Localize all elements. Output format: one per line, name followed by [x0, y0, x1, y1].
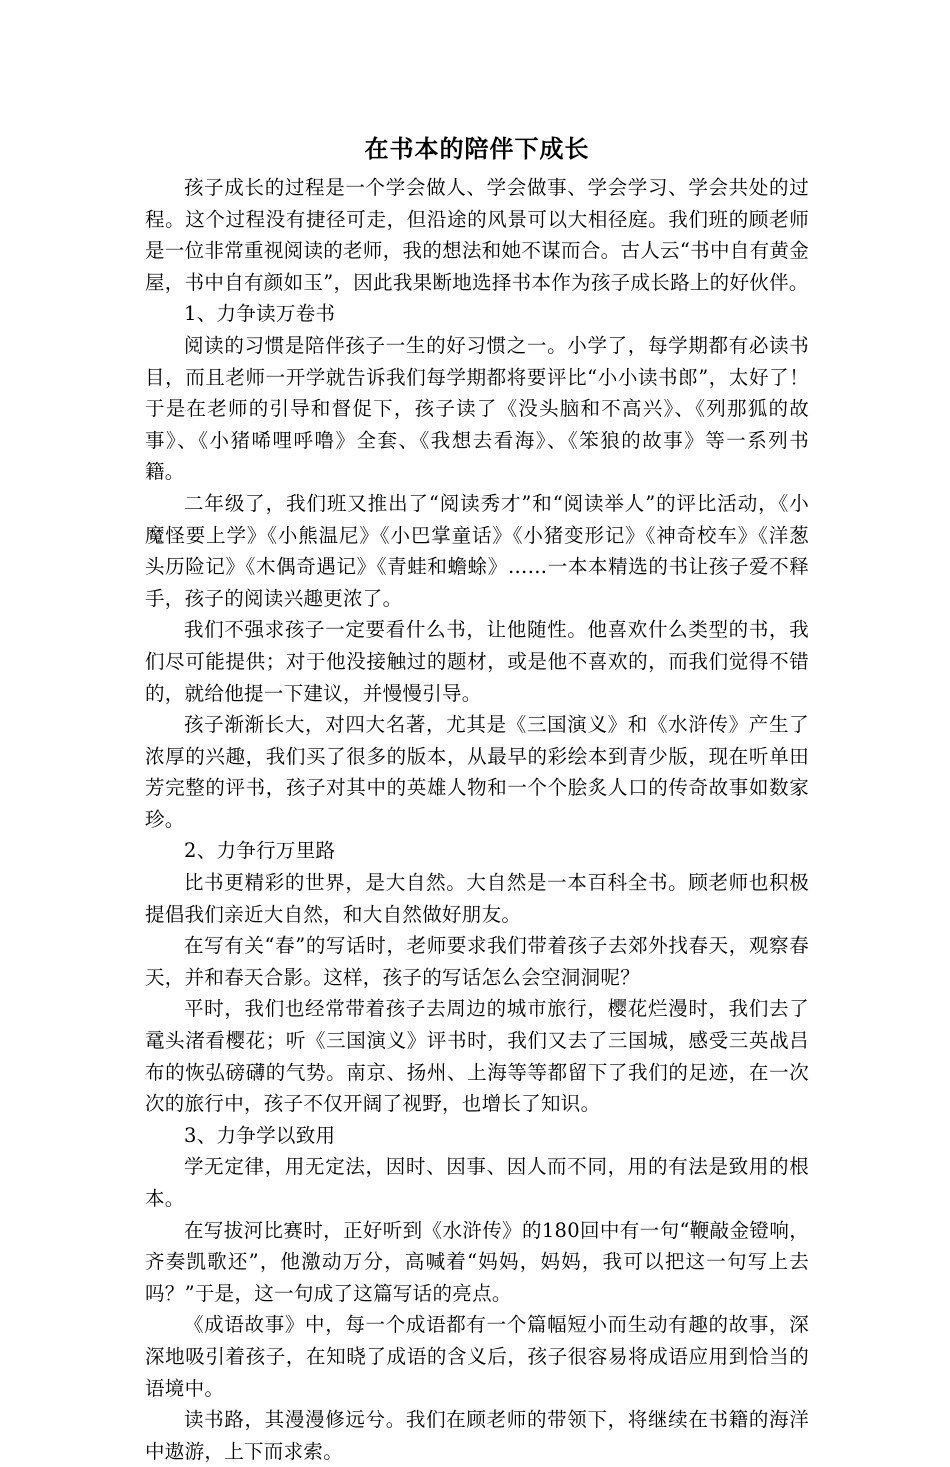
paragraph: 孩子渐渐长大，对四大名著，尤其是《三国演义》和《水浒传》产生了浓厚的兴趣，我们买了很多的版本，从最早的彩绘本到青少版，现在听单田芳完整的评书，孩子对其中的英雄人物和一个个脍炙人口的传奇故事如数家珍。	[145, 713, 809, 831]
paragraph-intro: 孩子成长的过程是一个学会做人、学会做事、学会学习、学会共处的过程。这个过程没有捷径可走，但沿途的风景可以大相径庭。我们班的顾老师是一位非常重视阅读的老师，我的想法和她不谋而合。古人云“书中自有黄金屋，书中自有颜如玉”，因此我果断地选择书本作为孩子成长路上的好伙伴。	[145, 176, 809, 294]
paragraph: 学无定律，用无定法，因时、因事、因人而不同，用的有法是致用的根本。	[145, 1155, 809, 1210]
paragraph-conclusion: 读书路，其漫漫修远兮。我们在顾老师的带领下，将继续在书籍的海洋中遨游，上下而求索。	[145, 1408, 809, 1463]
section-heading-reading: 1、力争读万卷书	[184, 302, 336, 326]
paragraph: 《成语故事》中，每一个成语都有一个篇幅短小而生动有趣的故事，深深地吸引着孩子，在知晓了成语的含义后，孩子很容易将成语应用到恰当的语境中。	[145, 1313, 809, 1400]
paragraph: 阅读的习惯是陪伴孩子一生的好习惯之一。小学了，每学期都有必读书目，而且老师一开学就告诉我们每学期都将要评比“小小读书郎”，太好了！于是在老师的引导和督促下，孩子读了《没头脑和不高兴》、《列那狐的故事》、《小猪唏哩呼噜》全套、《我想去看海》、《笨狼的故事》等一系列书籍。	[145, 333, 809, 484]
paragraph: 平时，我们也经常带着孩子去周边的城市旅行，樱花烂漫时，我们去了鼋头渚看樱花；听《三国演义》评书时，我们又去了三国城，感受三英战吕布的恢弘磅礴的气势。南京、扬州、上海等等都留下了我们的足迹，在一次次的旅行中，孩子不仅开阔了视野，也增长了知识。	[145, 997, 809, 1116]
paragraph: 二年级了，我们班又推出了“阅读秀才”和“阅读举人”的评比活动，《小魔怪要上学》《小熊温尼》《小巴掌童话》《小猪变形记》《神奇校车》《洋葱头历险记》《木偶奇遇记》《青蛙和蟾蜍》……一本本精选的书让孩子爱不释手，孩子的阅读兴趣更浓了。	[145, 491, 809, 610]
document-body	[145, 172, 809, 1467]
paragraph: 我们不强求孩子一定要看什么书，让他随性。他喜欢什么类型的书，我们尽可能提供；对于他没接触过的题材，或是他不喜欢的，而我们觉得不错的，就给他提一下建议，并慢慢引导。	[145, 618, 809, 705]
paragraph: 比书更精彩的世界，是大自然。大自然是一本百科全书。顾老师也积极提倡我们亲近大自然，和大自然做好朋友。	[145, 871, 809, 926]
paragraph: 在写拔河比赛时，正好听到《水浒传》的180回中有一句“鞭敲金镫响，齐奏凯歌还”，他激动万分，高喊着“妈妈，妈妈，我可以把这一句写上去吗？”于是，这一句成了这篇写话的亮点。	[145, 1218, 809, 1305]
paragraph: 在写有关“春”的写话时，老师要求我们带着孩子去郊外找春天，观察春天，并和春天合影。这样，孩子的写话怎么会空洞洞呢？	[145, 934, 809, 989]
section-heading-travel: 2、力争行万里路	[184, 839, 336, 863]
section-heading-application: 3、力争学以致用	[184, 1123, 336, 1147]
document-title: 在书本的陪伴下成长	[364, 135, 590, 163]
document-page	[145, 128, 809, 1467]
